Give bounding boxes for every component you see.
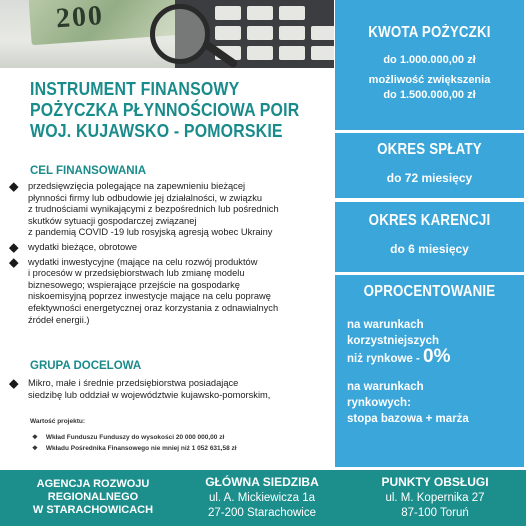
oprocentowanie-line: rynkowych: bbox=[347, 397, 411, 409]
banknote-image: 200 bbox=[29, 0, 182, 45]
wartosc-line: ❖ Wkładu Pośrednika Finansowego nie mniej niż 1 052 631,58 zł bbox=[32, 445, 237, 452]
kwota-heading: KWOTA POŻYCZKI bbox=[368, 24, 491, 41]
diamond-bullet-icon bbox=[10, 380, 18, 388]
arrow-bullet-icon: ❖ bbox=[32, 434, 38, 441]
points-address: PUNKTY OBSŁUGI ul. M. Kopernika 27 87-100 Toruń bbox=[381, 475, 489, 519]
oprocentowanie-box bbox=[335, 275, 524, 467]
okres-karencji-value: do 6 miesięcy bbox=[390, 242, 469, 256]
list-item: wydatki bieżące, obrotowe bbox=[8, 242, 334, 254]
zero-percent-value: 0% bbox=[423, 346, 451, 367]
kwota-line: do 1.000.000,00 zł bbox=[383, 54, 476, 66]
okres-karencji-heading: OKRES KARENCJI bbox=[368, 212, 491, 229]
oprocentowanie-line: na warunkach bbox=[347, 319, 424, 331]
title-line: POŻYCZKA PŁYNNOŚCIOWA POIR bbox=[30, 99, 300, 120]
magnifier-icon bbox=[150, 4, 210, 64]
oprocentowanie-line: stopa bazowa + marża bbox=[347, 413, 469, 425]
header-photo bbox=[0, 0, 334, 68]
diamond-bullet-icon bbox=[10, 259, 18, 267]
diamond-bullet-icon bbox=[10, 244, 18, 252]
oprocentowanie-rynkowe: niż rynkowe - 0% bbox=[347, 346, 451, 367]
okres-splaty-box bbox=[335, 133, 524, 198]
grupa-list bbox=[8, 378, 334, 401]
kwota-line: możliwość zwiększenia bbox=[368, 74, 491, 86]
title-line: INSTRUMENT FINANSOWY bbox=[30, 78, 240, 99]
wartosc-line: ❖ Wkład Funduszu Funduszy do wysokości 20 000 000,00 zł bbox=[32, 434, 225, 441]
kwota-line: do 1.500.000,00 zł bbox=[383, 89, 476, 101]
list-item: Mikro, małe i średnie przedsiębiorstwa posiadające siedzibę lub oddział w województwie kujawsko-pomorskim, bbox=[8, 378, 334, 401]
oprocentowanie-line: na warunkach bbox=[347, 381, 424, 393]
cel-heading: CEL FINANSOWANIA bbox=[30, 165, 147, 177]
oprocentowanie-line: korzystniejszych bbox=[347, 335, 440, 347]
okres-splaty-heading: OKRES SPŁATY bbox=[377, 141, 482, 158]
okres-splaty-value: do 72 miesięcy bbox=[386, 171, 473, 185]
oprocentowanie-heading: OPROCENTOWANIE bbox=[363, 283, 496, 300]
grupa-heading: GRUPA DOCELOWA bbox=[30, 360, 142, 372]
list-item: przedsięwzięcia polegające na zapewnieniu bieżącej płynności firmy lub odbudowie jej działalności, w związku z trudnościami wynikającymi z bezpośrednich lub pośrednich skutków sytuacji gospodarczej związanej z pandemią COVID -19 lub rosyjską agresją wobec Ukrainy bbox=[8, 181, 334, 239]
kwota-box bbox=[335, 0, 524, 130]
wartosc-heading: Wartość projektu: bbox=[30, 418, 86, 425]
agency-name: AGENCJA ROZWOJU REGIONALNEGO W STARACHOWICACH bbox=[32, 478, 154, 516]
footer bbox=[0, 470, 526, 526]
cel-list bbox=[8, 181, 334, 326]
hq-address: GŁÓWNA SIEDZIBA ul. A. Mickiewicza 1a 27-200 Starachowice bbox=[205, 475, 319, 519]
title-line: WOJ. KUJAWSKO - POMORSKIE bbox=[30, 120, 283, 141]
page-title bbox=[30, 78, 331, 141]
list-item: wydatki inwestycyjne (mające na celu rozwój produktów i procesów w przedsiębiorstwach lub zmianę modelu biznesowego; wspierające przejście na gospodarkę niskoemisyjną poprzez inwestycje mające na celu poprawę efektywności energetycznej oraz korzystania z odnawialnych źródeł energii.) bbox=[8, 257, 334, 327]
arrow-bullet-icon: ❖ bbox=[32, 445, 38, 452]
okres-karencji-box bbox=[335, 202, 524, 272]
diamond-bullet-icon bbox=[10, 183, 18, 191]
